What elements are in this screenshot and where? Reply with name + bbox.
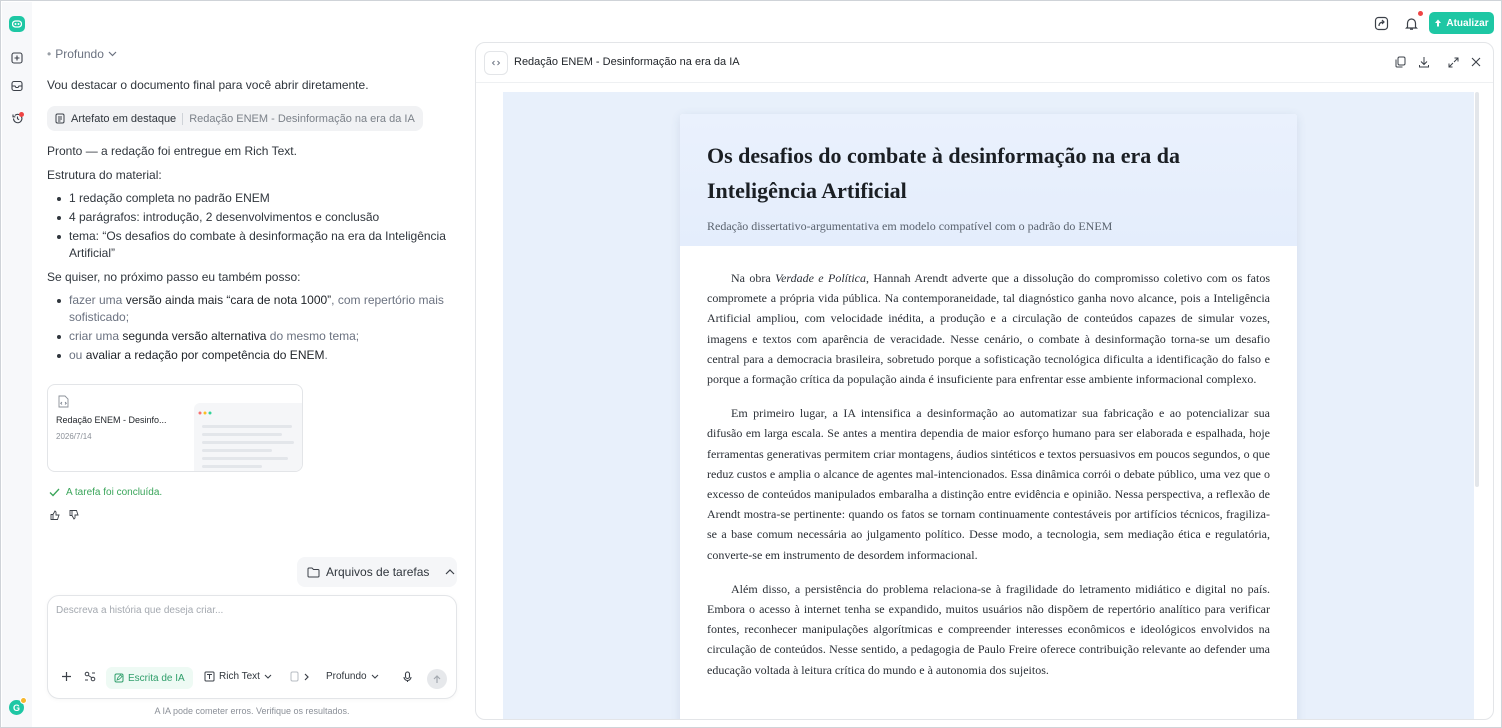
inbox-icon[interactable] (8, 77, 26, 95)
document-icon (55, 113, 65, 124)
feedback-row (50, 510, 79, 520)
folder-icon (307, 567, 320, 578)
document-paragraph: Em primeiro lugar, a IA intensifica a desinformação ao automatizar sua fabricação e ao potencializar sua difusão em larga escala. Se antes a mentira dependia de maior esforço humano para ser elaborada e espalhada, hoje ferramentas generativas permitem criar montagens, áudios sintéticos e textos persuasivos em poucos segundos, o que reduz custos e amplia o alcance de agentes mal-intencionados. Essa dinâmica corrói o debate público, uma vez que o excesso de conteúdos manipulados embaralha a distinção entre evidência e opinião. Nessa perspectiva, a reflexão de Arendt mostra-se pertinente: quando os fatos se tornam continuamente contestáveis por artifícios técnicos, fragiliza-se a base comum necessária ao julgamento político. Desse modo, a tecnologia, sem mediação ética e regulatória, converte-se em instrumento de desordem informacional. (707, 406, 1270, 562)
plus-icon (61, 671, 72, 682)
ready-text: Pronto — a redação foi entregue em Rich Text. (47, 144, 297, 158)
depth-selector[interactable] (326, 671, 379, 682)
list-item: 1 redação completa no padrão ENEM (47, 190, 447, 207)
code-file-icon (58, 395, 69, 408)
thumbs-down-icon[interactable] (69, 510, 79, 520)
microphone-icon (403, 671, 412, 683)
share-icon[interactable] (1372, 14, 1390, 32)
artifact-panel-header (476, 43, 1493, 83)
chevron-down-icon (371, 674, 379, 679)
history-notification-dot (19, 112, 24, 117)
composer (47, 595, 457, 699)
depth-label: Profundo (326, 671, 367, 682)
task-files-label: Arquivos de tarefas (326, 565, 430, 579)
upgrade-icon (1434, 19, 1442, 27)
check-icon (49, 488, 60, 497)
chevron-down-icon (108, 51, 117, 57)
task-status (49, 487, 162, 498)
ai-writing-chip[interactable] (106, 667, 193, 689)
document-paragraph: Na obra Verdade e Política, Hannah Arendt adverte que a dissolução do compromisso coletivo com os fatos compromete a própria vida pública. Na contemporaneidade, tal diagnóstico ganha novo alcance, pois a Inteligência Artificial ampliou, com velocidade inédita, a produção e a circulação de conteúdos capazes de simular vozes, imagens e textos com aparência de veracidade. Nesse cenário, o combate à desinformação torna-se um desafio central para a democracia brasileira, sobretudo porque a sofisticação tecnológica dificulta a identificação do falso e porque a formação crítica da população ainda é insuficiente para enfrentar esse ambiente informacional complexo. (707, 271, 1270, 387)
list-item: tema: “Os desafios do combate à desinformação na era da Inteligência Artificial” (47, 228, 447, 262)
structure-heading: Estrutura do material: (47, 168, 162, 182)
expand-icon[interactable] (1445, 54, 1461, 70)
ai-writing-label: Escrita de IA (128, 672, 185, 684)
more-tools-button[interactable] (290, 671, 310, 682)
chevron-up-icon (445, 569, 455, 575)
microphone-button[interactable] (403, 671, 412, 683)
prompt-input[interactable] (56, 605, 446, 616)
assistant-intro: Vou destacar o documento final para você abrir diretamente. (47, 78, 369, 92)
pen-icon (114, 673, 124, 683)
artifact-card[interactable] (47, 384, 303, 472)
document-subtitle: Redação dissertativo-argumentativa em modelo compatível com o padrão do ENEM (707, 219, 1113, 233)
file-icon (290, 671, 300, 682)
chat-thread (47, 43, 459, 364)
copy-icon[interactable] (1392, 54, 1408, 70)
chevron-right-icon (304, 673, 310, 681)
app-logo-icon[interactable] (9, 16, 25, 32)
artifact-card-date: 2026/7/14 (56, 432, 92, 441)
history-icon[interactable] (8, 109, 26, 127)
document-header (680, 114, 1297, 246)
list-item: criar uma segunda versão alternativa do mesmo tema; (47, 328, 447, 345)
disclaimer: A IA pode cometer erros. Verifique os resultados. (154, 706, 350, 716)
document-body (680, 246, 1297, 680)
send-button[interactable] (427, 669, 447, 689)
thumbs-up-icon[interactable] (50, 510, 60, 520)
list-item: 4 parágrafos: introdução, 2 desenvolvimentos e conclusão (47, 209, 447, 226)
viewer-scrollbar[interactable] (1475, 92, 1479, 487)
format-selector[interactable] (204, 671, 272, 682)
artifact-panel (475, 42, 1494, 720)
mode-selector[interactable]: • Profundo (47, 43, 459, 65)
pill-divider (182, 113, 183, 125)
featured-artifact-name: Redação ENEM - Desinformação na era da IA (189, 112, 415, 125)
artifact-card-title: Redação ENEM - Desinfo... (56, 415, 167, 425)
bell-icon[interactable] (1402, 14, 1420, 32)
document-paragraph: Além disso, a persistência do problema relaciona-se à fragilidade do letramento midiático e digital no país. Embora o acesso à internet tenha se expandido, muitos usuários não dispõem de repertório analítico para verificar fontes, reconhecer manipulações algorítmicas e compreender interesses econômicos e ideológicos envolvidos na circulação de conteúdos. Nesse sentido, a pedagogia de Paulo Freire oferece contribuição relevante ao defender uma educação voltada à leitura crítica do mundo e à autonomia dos sujeitos. (707, 581, 1270, 677)
arrow-up-icon (433, 675, 441, 684)
new-chat-icon[interactable] (8, 49, 26, 67)
artifact-title: Redação ENEM - Desinformação na era da IA (514, 56, 740, 68)
code-file-icon (484, 51, 508, 75)
list-item: ou avaliar a redação por competência do ENEM. (47, 347, 447, 364)
add-button[interactable] (61, 671, 72, 682)
document-viewer[interactable] (503, 92, 1474, 720)
format-icon (204, 671, 215, 682)
mode-label: Profundo (55, 47, 104, 61)
download-icon[interactable] (1416, 54, 1432, 70)
close-icon[interactable] (1468, 54, 1484, 70)
document-title: Os desafios do combate à desinformação na era da Inteligência Artificial (707, 143, 1180, 203)
avatar[interactable]: G (9, 700, 24, 715)
tools-icon (84, 671, 96, 682)
tools-button[interactable] (84, 671, 96, 682)
format-label: Rich Text (219, 671, 260, 682)
featured-artifact-pill[interactable] (47, 106, 423, 131)
next-steps-heading: Se quiser, no próximo passo eu também posso: (47, 270, 301, 284)
upgrade-label: Atualizar (1446, 17, 1489, 29)
task-files-button[interactable] (297, 557, 457, 587)
document-page (680, 114, 1297, 720)
task-status-text: A tarefa foi concluída. (66, 487, 163, 498)
next-steps-list (47, 292, 447, 364)
avatar-badge (20, 697, 27, 704)
structure-list (47, 190, 447, 262)
featured-artifact-label: Artefato em destaque (71, 112, 177, 125)
chevron-down-icon (264, 674, 272, 679)
notification-dot (1418, 11, 1423, 16)
upgrade-button[interactable] (1429, 12, 1494, 34)
artifact-card-preview (194, 403, 303, 472)
left-rail (2, 2, 32, 728)
list-item: fazer uma versão ainda mais “cara de nota 1000”, com repertório mais sofisticado; (47, 292, 447, 326)
